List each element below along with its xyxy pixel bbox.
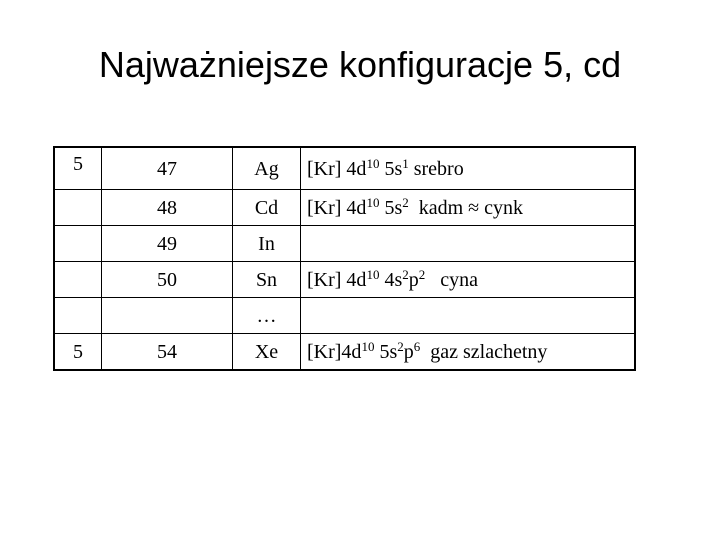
period-cell (54, 298, 102, 334)
configuration-cell (301, 190, 636, 226)
configuration-cell (301, 298, 636, 334)
slide-title: Najważniejsze konfiguracje 5, cd (98, 44, 622, 85)
period-cell (54, 190, 102, 226)
configuration-cell (301, 147, 636, 190)
config-d-exponent: 10 (366, 155, 380, 171)
config-d-exponent: 10 (366, 194, 380, 210)
element-symbol-cell: Sn (233, 262, 301, 298)
atomic-number-cell: 48 (102, 190, 233, 226)
configuration-cell (301, 262, 636, 298)
configuration-cell (301, 226, 636, 262)
config-core: [Kr] 4d (307, 268, 367, 291)
period-cell: 5 (54, 147, 102, 190)
config-s-part: 5s (379, 196, 403, 219)
element-symbol-cell: Ag (233, 147, 301, 190)
atomic-number-cell: 49 (102, 226, 233, 262)
config-s-exponent: 1 (402, 155, 409, 171)
element-symbol-cell: Xe (233, 334, 301, 371)
config-s-exponent: 2 (402, 266, 409, 282)
period-cell: 5 (54, 334, 102, 371)
config-note: cyna (425, 268, 478, 291)
config-p-exponent: 6 (413, 338, 421, 354)
config-p-exponent: 2 (418, 266, 426, 282)
config-d-exponent: 10 (361, 338, 375, 354)
element-symbol-cell: … (233, 298, 301, 334)
table-row (54, 190, 635, 226)
config-s-part: 5s (379, 157, 403, 180)
table-row (54, 262, 635, 298)
config-p-part: p (403, 340, 414, 363)
element-symbol-cell: In (233, 226, 301, 262)
atomic-number-cell: 54 (102, 334, 233, 371)
atomic-number-cell: 50 (102, 262, 233, 298)
atomic-number-cell: 47 (102, 147, 233, 190)
table-row (54, 147, 635, 190)
config-note: kadm ≈ cynk (408, 196, 524, 219)
config-s-exponent: 2 (397, 338, 404, 354)
config-p-part: p (408, 268, 419, 291)
config-s-part: 4s (379, 268, 403, 291)
element-symbol-cell: Cd (233, 190, 301, 226)
table-row (54, 298, 635, 334)
config-note: gaz szlachetny (420, 340, 548, 363)
period-cell (54, 226, 102, 262)
table-row (54, 334, 635, 371)
period-cell (54, 262, 102, 298)
config-note: srebro (408, 157, 464, 180)
config-core: [Kr]4d (307, 340, 362, 363)
config-core: [Kr] 4d (307, 157, 367, 180)
atomic-number-cell (102, 298, 233, 334)
config-core: [Kr] 4d (307, 196, 367, 219)
config-d-exponent: 10 (366, 266, 380, 282)
configuration-cell (301, 334, 636, 371)
config-s-exponent: 2 (402, 194, 409, 210)
config-s-part: 5s (374, 340, 398, 363)
configuration-table (53, 146, 636, 371)
table-row (54, 226, 635, 262)
